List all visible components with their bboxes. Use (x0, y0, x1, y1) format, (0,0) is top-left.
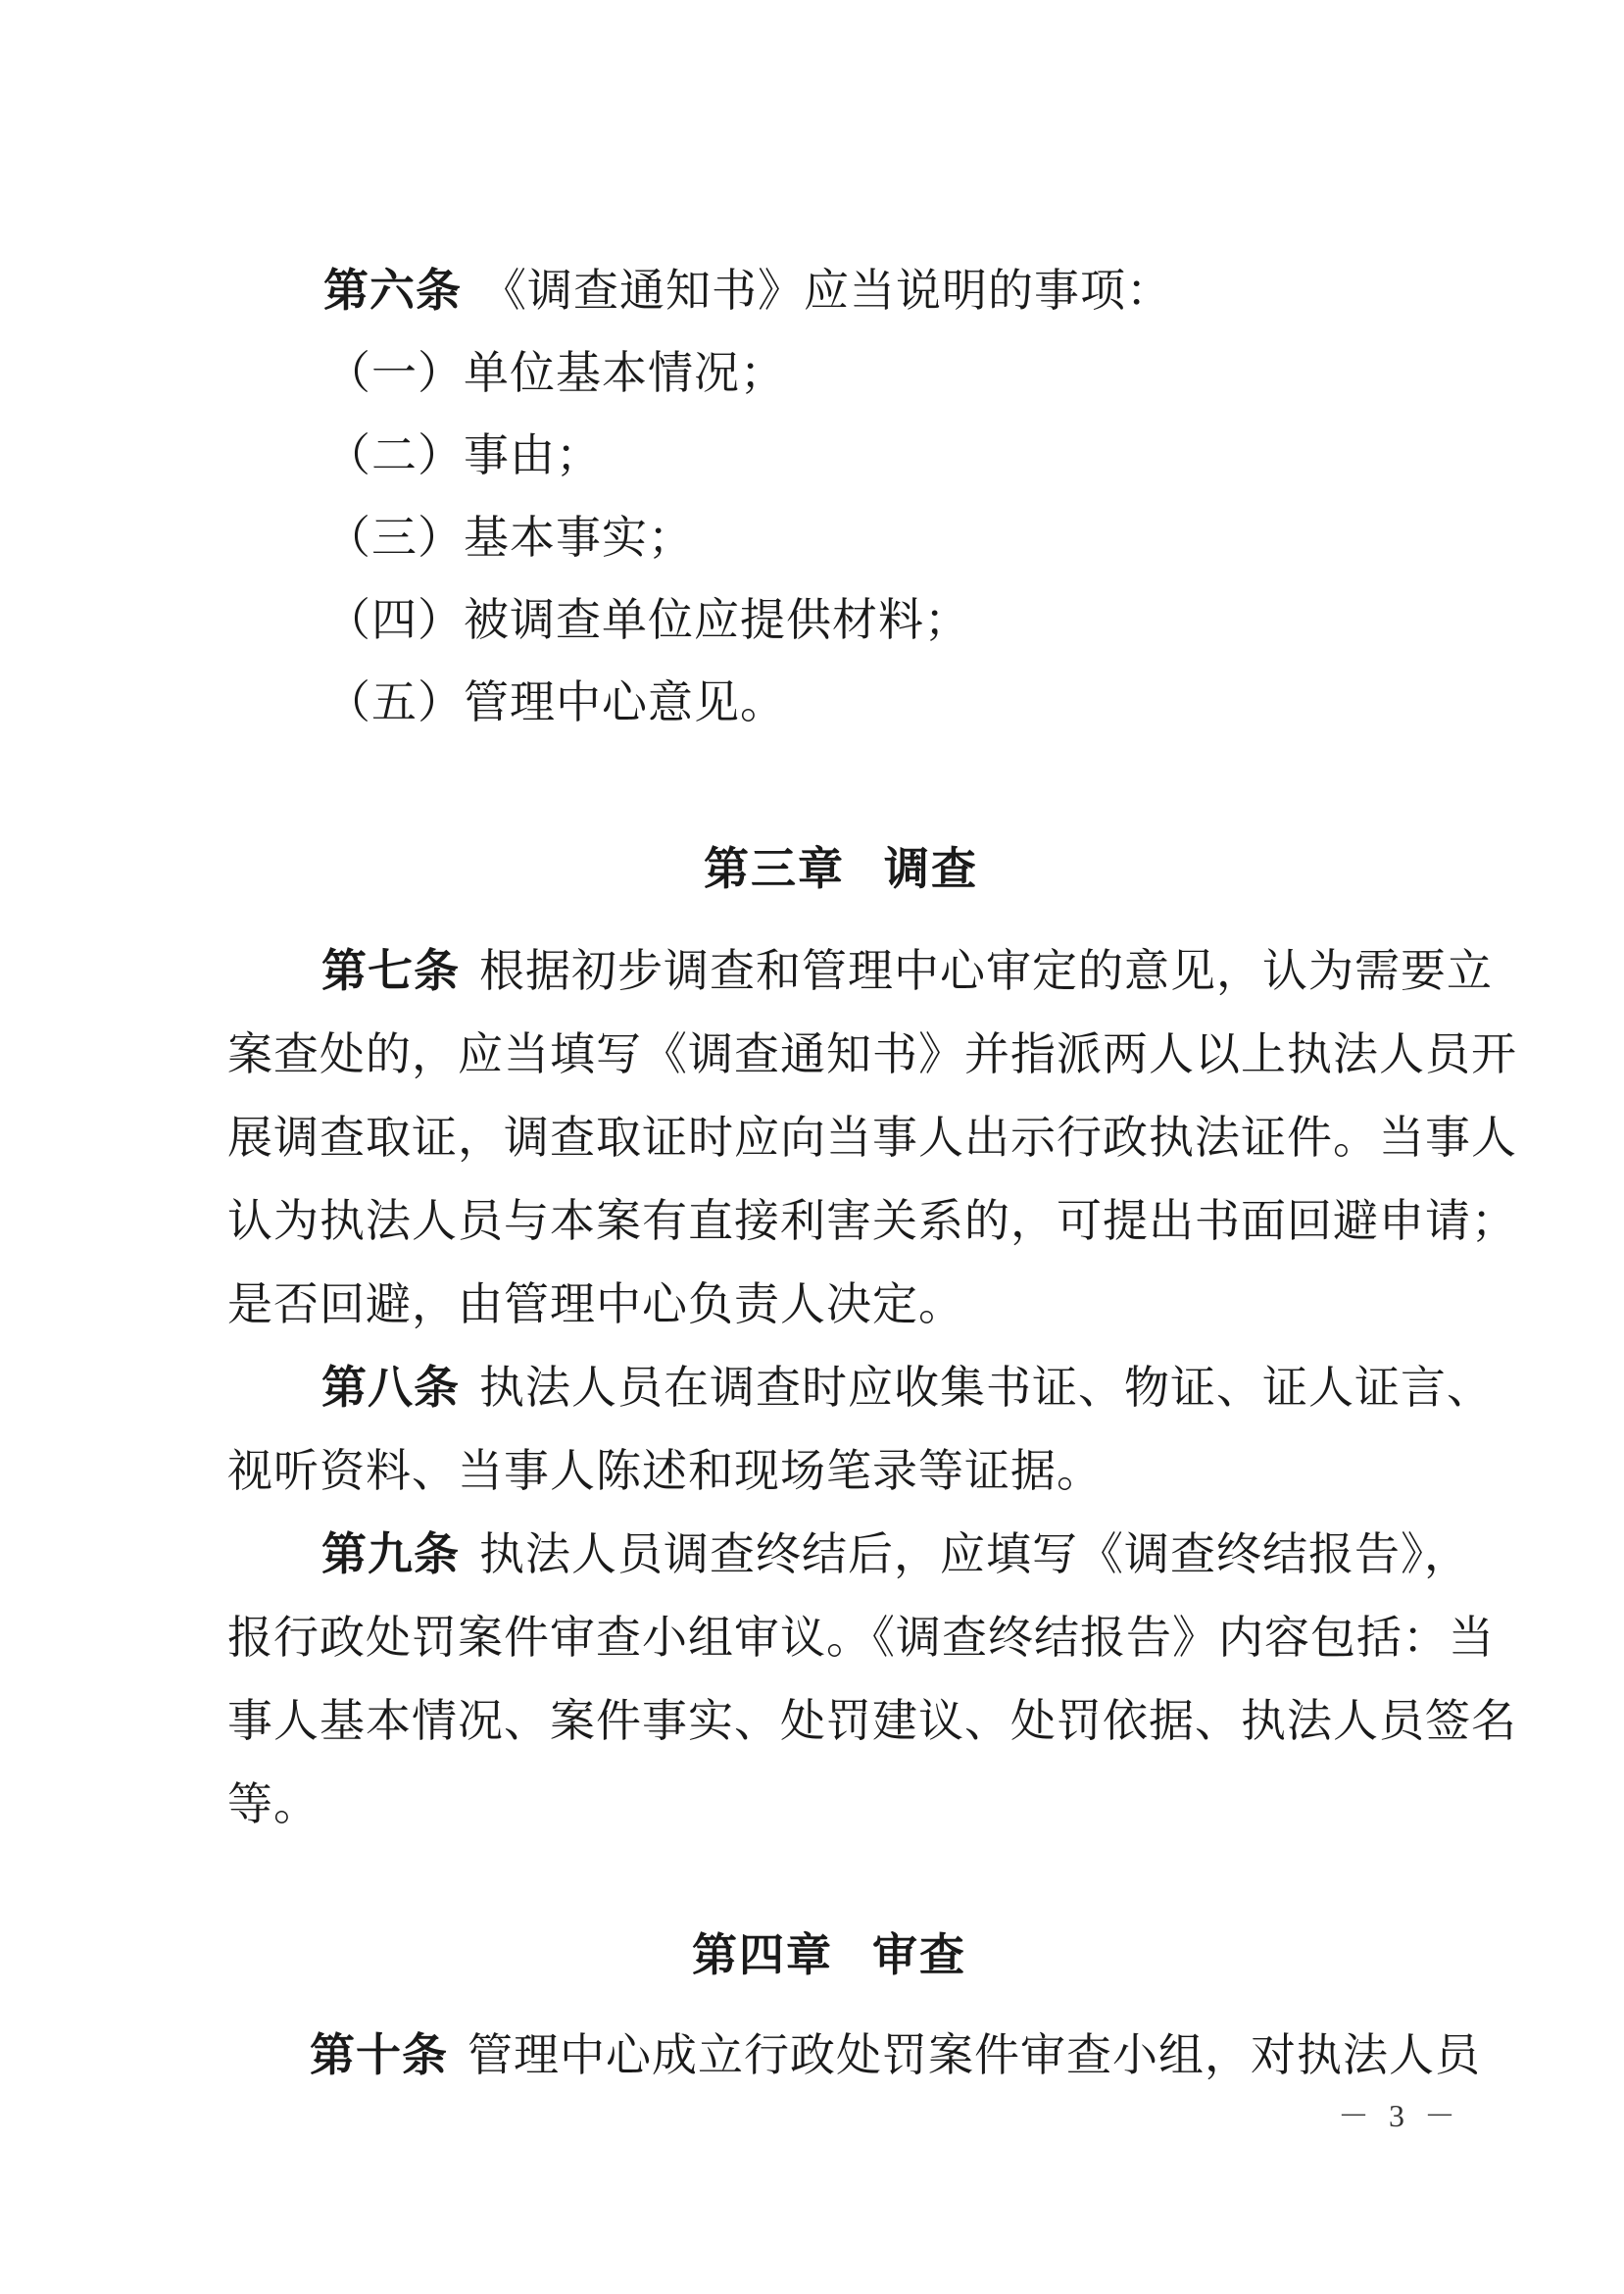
page-number: － 3 － (1338, 2098, 1462, 2133)
article-7-line: 展调查取证，调查取证时应向当事人出示行政执法证件。当事人 (227, 1111, 1517, 1164)
chapter-3-label: 第三章 (704, 842, 845, 895)
article-10-line-1 (310, 2027, 1481, 2082)
article-8-label: 第八条 (321, 1361, 460, 1414)
chapter-4-title: 审查 (872, 1928, 966, 1981)
article-7-line: 是否回避，由管理中心负责人决定。 (227, 1277, 964, 1330)
article-6-line-1 (323, 263, 1172, 318)
article-10-label: 第十条 (310, 2028, 448, 2081)
article-10-text: 管理中心成立行政处罚案件审查小组，对执法人员 (468, 2028, 1481, 2081)
article-6-item: （二）事由； (325, 428, 602, 481)
article-7-label: 第七条 (321, 944, 460, 997)
article-9-line: 事人基本情况、案件事实、处罚建议、处罚依据、执法人员签名 (227, 1694, 1517, 1747)
article-7-text: 根据初步调查和管理中心审定的意见，认为需要立 (479, 944, 1493, 997)
article-9-text: 执法人员调查终结后，应填写《调查终结报告》， (479, 1527, 1470, 1580)
article-9-line: 等。 (227, 1777, 320, 1830)
chapter-3-title: 调查 (884, 842, 978, 895)
article-7-line: 案查处的，应当填写《调查通知书》并指派两人以上执法人员开 (227, 1027, 1517, 1080)
article-9-line: 报行政处罚案件审查小组审议。《调查终结报告》内容包括：当 (227, 1611, 1495, 1664)
chapter-4-label: 第四章 (692, 1928, 833, 1981)
chapter-3-heading (704, 841, 978, 896)
article-9-label: 第九条 (321, 1527, 460, 1580)
article-7-line: 认为执法人员与本案有直接利害关系的，可提出书面回避申请； (227, 1194, 1517, 1247)
article-6-item: （三）基本事实； (325, 511, 694, 564)
article-9-line-1 (321, 1526, 1470, 1581)
article-6-item: （四）被调查单位应提供材料； (325, 593, 970, 646)
article-6-item: （一）单位基本情况； (325, 346, 786, 399)
article-7-line-1 (321, 943, 1493, 998)
article-8-line-1 (321, 1360, 1493, 1415)
article-8-line: 视听资料、当事人陈述和现场笔录等证据。 (227, 1444, 1103, 1497)
article-6-item: （五）管理中心意见。 (325, 675, 786, 728)
chapter-4-heading (692, 1927, 966, 1982)
article-6-text: 《调查通知书》应当说明的事项： (481, 264, 1172, 317)
article-8-text: 执法人员在调查时应收集书证、物证、证人证言、 (479, 1361, 1493, 1414)
article-6-label: 第六条 (323, 264, 462, 317)
